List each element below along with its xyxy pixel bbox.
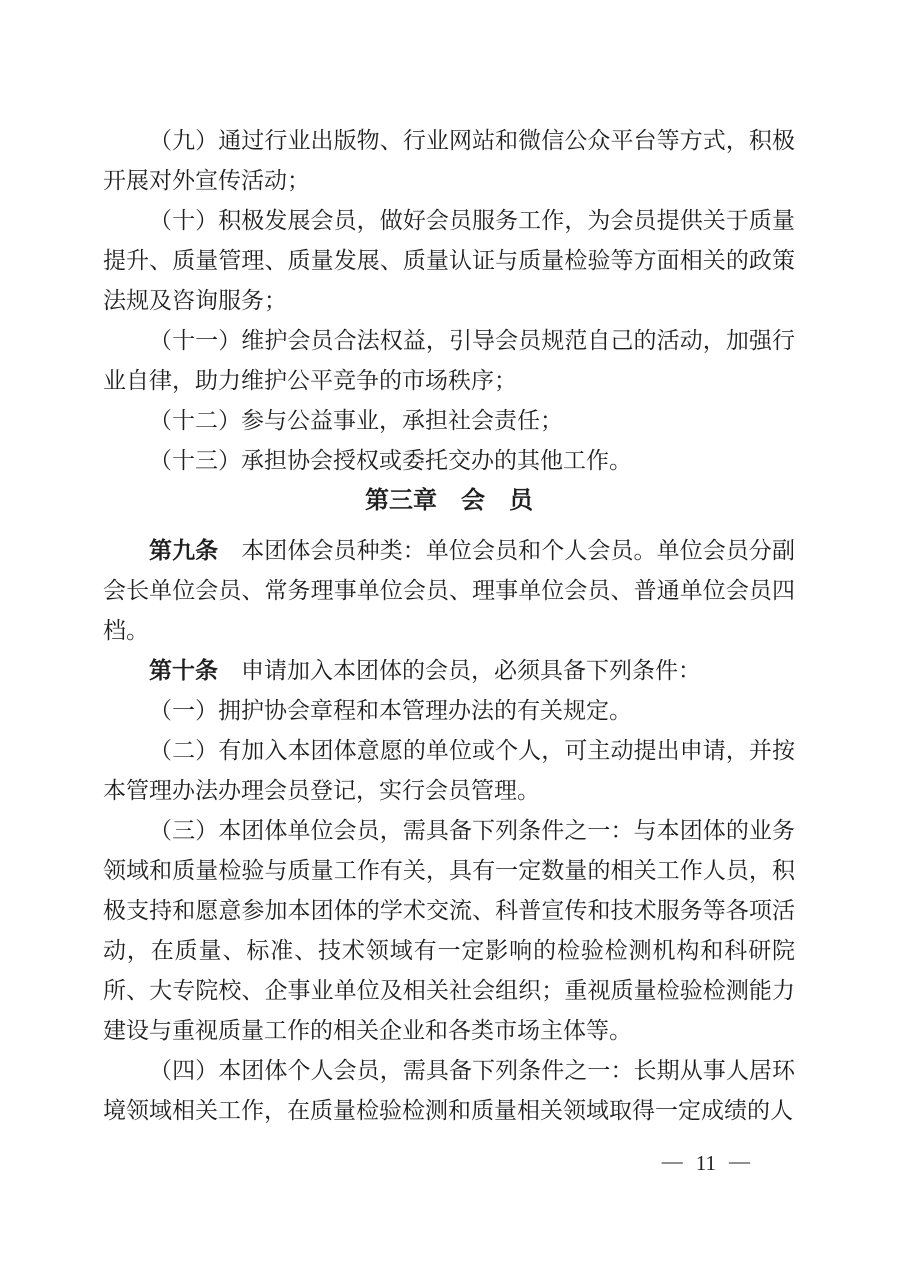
article-9-text: 本团体会员种类：单位会员和个人会员。单位会员分副会长单位会员、常务理事单位会员、理事单位会员、普通单位会员四档。 [103, 538, 796, 643]
clause-12: （十二）参与公益事业，承担社会责任； [149, 408, 563, 433]
clause-10: （十）积极发展会员，做好会员服务工作，为会员提供关于质量提升、质量管理、质量发展、质量认证与质量检验等方面相关的政策法规及咨询服务； [103, 208, 795, 313]
condition-3: （三）本团体单位会员，需具备下列条件之一：与本团体的业务领域和质量检验与质量工作有关，具有一定数量的相关工作人员，积极支持和愿意参加本团体的学术交流、科普宣传和技术服务等各项活动，在质量、标准、技术领域有一定影响的检验检测机构和科研院所、大专院校、企事业单位及相关社会组织；重视质量检验检测能力建设与重视质量工作的相关企业和各类市场主体等。 [103, 818, 795, 1043]
document-body [103, 121, 795, 1131]
footer-right-dash: — [729, 1149, 750, 1173]
condition-1: （一）拥护协会章程和本管理办法的有关规定。 [149, 698, 632, 723]
clause-13: （十三）承担协会授权或委托交办的其他工作。 [149, 448, 632, 473]
article-10 [103, 651, 795, 691]
chapter-3-heading: 第三章 会 员 [365, 487, 533, 514]
article-9-term: 第九条 [149, 538, 219, 563]
footer-left-dash: — [661, 1149, 683, 1173]
article-10-text: 申请加入本团体的会员，必须具备下列条件： [241, 658, 701, 683]
page-number: 11 [695, 1151, 716, 1175]
clause-9: （九）通过行业出版物、行业网站和微信公众平台等方式，积极开展对外宣传活动； [103, 128, 795, 193]
article-10-term: 第十条 [149, 658, 218, 683]
condition-2: （二）有加入本团体意愿的单位或个人，可主动提出申请，并按本管理办法办理会员登记，实行会员管理。 [103, 738, 795, 803]
article-9 [103, 531, 795, 651]
condition-4: （四）本团体个人会员，需具备下列条件之一：长期从事人居环境领域相关工作，在质量检验检测和质量相关领域取得一定成绩的人 [103, 1058, 795, 1123]
clause-11: （十一）维护会员合法权益，引导会员规范自己的活动，加强行业自律，助力维护公平竞争的市场秩序； [103, 328, 795, 393]
page-footer [649, 1150, 763, 1176]
